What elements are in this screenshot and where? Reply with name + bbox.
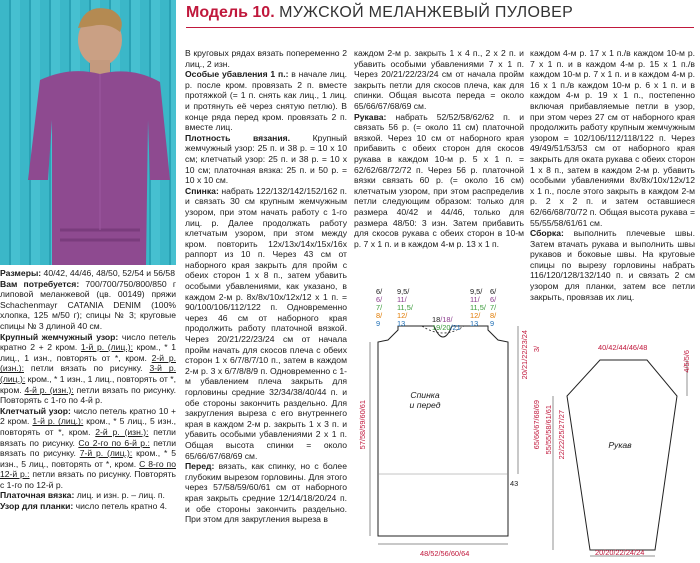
- sleeve-schematic: [545, 340, 695, 560]
- decrease-paragraph: [185, 69, 347, 133]
- body-label-a: Спинка: [410, 390, 440, 400]
- dim-tm-a: 9,5/: [397, 287, 410, 296]
- cell-row4-text: кром., * 5 изн., 5 лиц., повторять от *, кром.: [0, 448, 176, 469]
- cell-row1-label: 1-й р. (лиц.):: [32, 416, 84, 427]
- pearl-label: Крупный жемчужный узор:: [0, 331, 119, 342]
- body-top-mid-dim: [397, 288, 413, 328]
- cell-row3-text: петли вязать по рисунку.: [0, 437, 176, 459]
- dim-tm-b: 11/: [397, 295, 407, 304]
- body-armhole-dim: 20/21/22/23/24: [520, 330, 529, 380]
- plank-pattern-paragraph: [0, 501, 176, 512]
- dim-tl-b: 6/: [376, 295, 383, 304]
- dim-tr2-c: 7/: [490, 303, 497, 312]
- materials-column: [0, 268, 176, 512]
- plank-label: Узор для планки:: [0, 501, 74, 512]
- cell-row3-label: Со 2-го по 6-й р.:: [78, 437, 150, 448]
- cell-label: Клетчатый узор:: [0, 405, 71, 416]
- rib-paragraph: В круговых рядах вязать попеременно 2 лиц., 2 изн.: [185, 48, 347, 69]
- materials-label: Вам потребуется:: [0, 278, 80, 289]
- decrease-label: Особые убавления 1 п.:: [185, 69, 289, 80]
- dim-tr2-a: 6/: [490, 287, 497, 296]
- front-paragraph: [185, 461, 347, 525]
- front-cont-paragraph: каждом 2-м р. закрыть 1 х 4 п., 2 х 2 п. и убавить особыми убавлениями 7 х 1 п. Через 20/21/22/23/24 см от начала пройм закрыть петли для скосов плеча, как для спинки. Общая высота переда = около 65/66/67/68/69 см.: [354, 48, 524, 111]
- cell-text: число петель кратно 10 + 2 кром.: [0, 405, 176, 427]
- cell-row2-text: петли вязать по рисунку.: [0, 426, 176, 448]
- pearl-row3-label: 3-й р. (лиц.):: [0, 363, 177, 384]
- front-label: Перед:: [185, 461, 215, 472]
- materials-paragraph: [0, 279, 176, 332]
- instructions-column-3: [530, 48, 695, 302]
- dim-tr2-b: 6/: [490, 295, 497, 304]
- assembly-label: Сборка:: [530, 228, 564, 239]
- body-top-left-dim: [376, 288, 382, 328]
- plain-label: Платочная вязка:: [0, 490, 75, 501]
- dim-tr2-e: 9: [490, 319, 495, 328]
- sizes-text: 40/42, 44/46, 48/50, 52/54 и 56/58: [41, 268, 175, 278]
- body-label: [395, 390, 455, 410]
- pearl-row3-text: кром., * 1 изн., 1 лиц., повторять от *, кром.: [0, 373, 176, 395]
- decrease-text: в начале лиц. р. после кром. провязать 2 п. вместе протяжкой (= 1 п. снять как лиц., 1 лиц. и протянуть её через снятую петлю). В конце ряда перед кром. провязать 2 п. вместе лиц.: [185, 69, 347, 133]
- title-rule: [186, 27, 694, 28]
- cell-pattern-paragraph: [0, 406, 176, 491]
- dim-tr-a: 9,5/: [470, 287, 483, 296]
- dim-tm-e: 13: [397, 319, 406, 328]
- density-paragraph: [185, 133, 347, 186]
- back-paragraph: [185, 186, 347, 461]
- sizes-label: Размеры:: [0, 268, 42, 278]
- instructions-column-1: [185, 48, 347, 525]
- pearl-row2-text: петли вязать по рисунку.: [24, 363, 150, 374]
- pearl-row4-text: петли вязать по рисунку. Повторять с 1-го по 4-й р.: [0, 384, 176, 406]
- cell-row4-label: 7-й р. (лиц.):: [79, 448, 133, 459]
- sleeve-top-dim: 40/42/44/46/48: [598, 343, 648, 352]
- pearl-pattern-paragraph: [0, 332, 176, 406]
- body-outline: [378, 326, 508, 536]
- pearl-row1-text: кром., * 1 лиц., 1 изн., повторять от *, кром.: [0, 342, 176, 363]
- pearl-row1-label: 1-й р. (лиц.):: [80, 342, 133, 353]
- pearl-row2-label: 2-й р. (изн.):: [0, 352, 176, 374]
- dim-neck-d: /21: [450, 323, 461, 332]
- assembly-paragraph: [530, 228, 695, 302]
- dim-tm-d: 12/: [397, 311, 408, 320]
- front-text: вязать, как спинку, но с более глубоким вырезом горловины. Для этого через 57/58/59/60/61 см от наборного края закрыть средние 12/14/18/20/24 п. и обе стороны закончить раздельно. При этом для закругления выреза в: [185, 461, 347, 525]
- sizes-paragraph: [0, 268, 176, 279]
- sleeve-cont-paragraph: каждом 4-м р. 17 х 1 п./в каждом 10-м р. 7 х 1 п. и в каждом 4-м р. 15 х 1 п./в каждом 10-м р. 7 х 1 п. и в каждом 4-м р. 16 х 1 п./в каждом 10-м р. 6 х 1 п. и в каждом 4-м р. 19 х 1 п., постепенно включая прибавляемые петли в узор, при этом через 27 см от наборного края продолжить работу крупным жемчужным узором = 102/106/112/118/122 п. Через 49/49/51/53/53 см от наборного края закрыть для оката рукава с обеих сторон 1 х 8 п., затем в каждом 2-м р. убавить особыми убавлениями 8х/8х/10х/12х/12 х 1 п., после этого закрыть в каждом 2-м р. 2 х 2 п. и затем оставшиеся 62/66/68/70/72 п. Общая высота рукава = 55/55/58/61/61 см.: [530, 48, 695, 228]
- plank-text: число петель кратно 4.: [73, 501, 167, 512]
- sleeve-top-right-dim: 4/5/5/6: [682, 350, 691, 373]
- density-label: Плотность вязания.: [185, 132, 290, 143]
- sleeve-height-dim: 55/55/58/61/61: [544, 405, 553, 455]
- dim-tl-d: 8/: [376, 311, 383, 320]
- assembly-text: выполнить плечевые швы. Затем втачать рукава и выполнить швы рукавов и боковые швы. На круговые спицы по вырезу горловины набрать 116/120/128/132/140 п. и связать 2 см узором для планки, затем все петли закрыть, провязав их лиц.: [530, 228, 695, 302]
- sleeve-bottom-dim: 20/20/22/24/24: [595, 548, 645, 557]
- dim-tr-e: 13: [470, 319, 479, 328]
- dim-tr-b: 11/: [470, 295, 480, 304]
- cell-row2-label: 2-й р. (изн.):: [95, 426, 149, 437]
- sleeve-paragraph: [354, 112, 524, 250]
- dim-tr2-d: 8/: [490, 311, 497, 320]
- dim-neck-b: /18/: [440, 315, 453, 324]
- body-top-right-dim: [470, 288, 486, 328]
- dim-neck-c: 19/20: [432, 323, 451, 332]
- density-text: Крупный жемчужный узор: 25 п. и 38 р. = 10 х 10 см; клетчатый узор: 25 п. и 38 р. = 10 х 10 см; платочная вязка: 25 п. и 50 р. = 10 х 10 см.: [185, 132, 347, 186]
- body-neck-dim: [432, 316, 461, 332]
- dim-tr-d: 12/: [470, 311, 481, 320]
- dim-tm-c: 11,5/: [397, 303, 413, 312]
- body-lower-dim: 43: [510, 479, 519, 488]
- back-text: набрать 122/132/142/152/162 п. и связать 30 см крупным жемчужным узором, при этом начать работу с 1-го лиц. р. Далее продолжать работу клетчатым узором, при этом между кром. повторить 12х/13х/14х/15х/16х раппорт из 10 п. Через 43 см от наборного края закрыть для пройм с обеих сторон 1 х 8 п., затем убавить особыми убавлениями, как указано, в каждом 2-м р. 8х/8х/10х/12х/12 х 1 п. = 90/100/106/112/122 п. Одновременно через 46 см от наборного края продолжить работу платочной вязкой. Через 20/21/22/23/24 см от начала пройм начать для скосов плеча с обеих сторон 1 х 6/7/8/7/10 п., затем в каждом 2-м р. 3 х 6/7/8/8/9 п. Одновременно с 1-м убавлением плеча закрыть для горловины средние 32/34/38/40/44 п. и обе стороны закончить раздельно. Для закругления выреза с его внутреннего края в каждом 2-м р. закрыть 1 х 3 п. и убавить особыми убавлениями 2 х 1 п. Общая высота спинки = около 65/66/67/68/69 см.: [185, 185, 347, 461]
- pearl-row4-label: 4-й р. (изн.):: [24, 384, 74, 395]
- model-number: Модель 10.: [186, 4, 275, 21]
- model-name: МУЖСКОЙ МЕЛАНЖЕВЫЙ ПУЛОВЕР: [279, 4, 574, 21]
- pearl-text: число петель кратно 2 + 2 кром.: [0, 331, 176, 353]
- sleeve-text: набрать 52/52/58/62/62 п. и связать 56 р. (= около 11 см) платочной вязкой. Через 10 см от наборного края прибавить с обеих сторон для скосов рукава в каждом 10-м р. 5 х 1 п. = 62/62/68/72/72 п. Через 56 р. платочной вязки связать 60 р. (= около 16 см) клетчатым узором, при этом распределив петли следующим образом: только для размера 40/42 и 44/46, только для размера 48/50: 3 изн. Затем прибавить для скосов рукава с обеих сторон в 10-м р. 7 х 1 п. и в каждом 4-м р. 13 х 1 п.: [354, 111, 524, 249]
- page-title: [186, 4, 694, 28]
- model-photo: [0, 0, 176, 265]
- plain-text: лиц. и изн. р. – лиц. п.: [74, 490, 165, 501]
- body-width-dim: 48/52/56/60/64: [420, 549, 470, 558]
- dim-tl-e: 9: [376, 319, 381, 328]
- body-label-c: перед: [416, 400, 441, 410]
- back-label: Спинка:: [185, 185, 219, 196]
- body-label-b: и: [409, 400, 415, 410]
- body-top-right2-dim: [490, 288, 496, 328]
- cell-row5-text: петли вязать по рисунку. Повторять с 1-го по 12-й р.: [0, 469, 176, 490]
- instructions-column-2: [354, 48, 524, 249]
- sleeve-right-dim: 22/22/25/27/27: [557, 410, 566, 460]
- dim-tr-c: 11,5/: [470, 303, 486, 312]
- body-height-dim: 57/58/59/60/61: [358, 400, 367, 450]
- man-in-sweater-illustration: [0, 0, 176, 265]
- dim-neck-a: 18: [432, 315, 441, 324]
- body-mid-dim: 3/: [532, 346, 541, 353]
- sleeve-outline: [567, 360, 677, 550]
- dim-tl-c: 7/: [376, 303, 383, 312]
- plain-knit-paragraph: [0, 490, 176, 501]
- sleeve-label: Рукав: [608, 440, 632, 450]
- cell-row5-label: С 8-го по 12-й р.:: [0, 458, 176, 480]
- body-total-dim: 65/66/67/68/69: [532, 400, 541, 450]
- sleeve-label: Рукава:: [354, 111, 387, 122]
- cell-row1-text: кром., * 5 лиц., 5 изн., повторять от *, кром.: [0, 416, 176, 437]
- dim-tl-a: 6/: [376, 287, 383, 296]
- materials-text: 700/700/750/800/850 г липовой меланжевой (цв. 00149) пряжи Schachenmayr CATANIA DENIM (100% хлопка, 125 м/50 г); спицы № 3; круговые спицы № 3 длиной 40 см.: [0, 278, 176, 331]
